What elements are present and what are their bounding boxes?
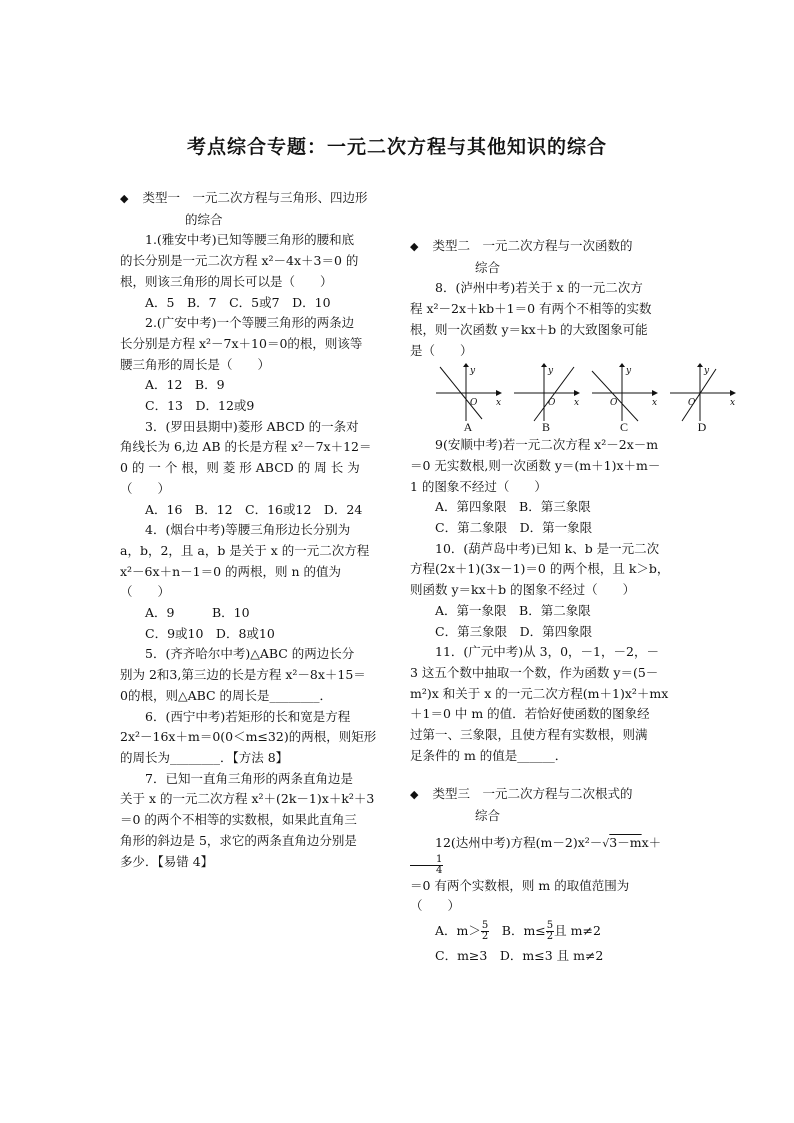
graph-b-icon — [512, 363, 582, 423]
section-heading-type1-cont: 的综合 — [185, 211, 223, 227]
question-line: 角形的斜边是 5，求它的两条直角边分别是 — [120, 832, 357, 848]
sqrt-icon: √ — [602, 836, 610, 850]
question-line: 1 的图象不经过（ ） — [410, 478, 547, 494]
question-line: 程 x²－2x＋kb＋1＝0 有两个不相等的实数 — [410, 301, 652, 317]
question-line: 4．(烟台中考)等腰三角形边长分别为 — [145, 522, 351, 538]
question-line: 根，则一次函数 y＝kx＋b 的大致图象可能 — [410, 321, 648, 337]
question-line: ＝0 有两个实数根，则 m 的取值范围为 — [410, 877, 630, 893]
section-heading-type3: ◆ 类型三 一元二次方程与二次根式的 — [410, 786, 633, 802]
fraction: $\frac{1}{4}$ — [410, 855, 443, 876]
answer-options: A．12 B．9 — [145, 377, 225, 393]
question-line: 5．(齐齐哈尔中考)△ABC 的两边长分 — [145, 646, 355, 662]
question-line: 是（ ） — [410, 342, 473, 358]
answer-options: C．第二象限 D．第一象限 — [435, 520, 593, 536]
question-12-line: 12(达州中考)方程(m－2)x²－√3－mx＋ $\frac{1}{4}$ — [410, 833, 678, 876]
question-line: 过第一、三象限，且使方程有实数根，则满 — [410, 727, 648, 743]
question-line: 3 这五个数中抽取一个数，作为函数 y＝(5－ — [410, 664, 659, 680]
question-line: x²－6x＋n－1＝0 的两根，则 n 的值为 — [120, 563, 341, 579]
answer-options: A．第四象限 B．第三象限 — [435, 499, 591, 515]
answer-options: A．5 B．7 C．5或7 D．10 — [145, 294, 331, 310]
question-line: 腰三角形的周长是（ ） — [120, 356, 271, 372]
graph-option-b: B y x O — [512, 363, 582, 431]
question-line: 0 的 一 个 根，则 菱 形 ABCD 的 周 长 为 — [120, 460, 360, 476]
question-line: 0的根，则△ABC 的周长是________． — [120, 687, 333, 703]
graph-option-c: C y x O — [590, 363, 660, 431]
question-line: 别为 2和3,第三边的长是方程 x²－8x＋15＝ — [120, 667, 366, 683]
question-line: 3．(罗田县期中)菱形 ABCD 的一条对 — [145, 418, 359, 434]
page-title: 考点综合专题：一元二次方程与其他知识的综合 — [186, 136, 607, 158]
answer-options: C．第三象限 D．第四象限 — [435, 623, 593, 639]
question-line: 8．(泸州中考)若关于 x 的一元二次方 — [435, 280, 643, 296]
question-line: （ ） — [120, 584, 171, 600]
right-column — [410, 236, 736, 967]
answer-options: A．m＞ $\frac{5}{2}$ B．m≤ $\frac{5}{2}$ 且 m≠2 — [435, 919, 601, 942]
graph-c-icon — [590, 363, 660, 423]
graph-option-d: D y x O — [668, 363, 738, 431]
question-line: 多少．【易错 4】 — [120, 853, 214, 869]
question-line: ＝0 无实数根,则一次函数 y＝(m＋1)x＋m－ — [410, 457, 661, 473]
question-line: 1.(雅安中考)已知等腰三角形的腰和底 — [145, 232, 355, 248]
answer-options: A．第一象限 B．第二象限 — [435, 602, 591, 618]
question-line: （ ） — [410, 898, 461, 914]
question-line: 的周长为________．【方法 8】 — [120, 749, 289, 765]
question-line: 10．(葫芦岛中考)已知 k、b 是一元二次 — [435, 540, 660, 556]
question-line: a，b，2，且 a，b 是关于 x 的一元二次方程 — [120, 542, 370, 558]
question-line: ＝0 的两个不相等的实数根，如果此直角三 — [120, 812, 357, 828]
question-line: 关于 x 的一元二次方程 x²＋(2k－1)x＋k²＋3 — [120, 791, 375, 807]
question-line: 7．已知一直角三角形的两条直角边是 — [145, 770, 353, 786]
question-line: ＋1＝0 中 m 的值．若恰好使函数的图象经 — [410, 706, 650, 722]
section-heading-type2: ◆ 类型二 一元二次方程与一次函数的 — [410, 238, 633, 253]
question-line: 则函数 y＝kx＋b 的图象不经过（ ） — [410, 582, 636, 598]
question-line: 方程(2x＋1)(3x－1)＝0 的两个根，且 k＞b， — [410, 561, 670, 577]
graph-option-a: A y x O — [434, 363, 504, 431]
diamond-bullet-icon: ◆ — [410, 788, 419, 802]
graph-d-icon — [668, 363, 738, 423]
question-line: 角线长为 6,边 AB 的长是方程 x²－7x＋12＝ — [120, 439, 372, 455]
section-heading-type2-cont: 综合 — [475, 259, 501, 275]
question-line: 足条件的 m 的值是______． — [410, 747, 568, 763]
left-column — [120, 188, 388, 872]
answer-options: C．13 D．12或9 — [145, 398, 255, 414]
question-line: （ ） — [120, 480, 171, 496]
question-line: 根，则该三角形的周长可以是（ ） — [120, 273, 333, 289]
graph-a-icon — [434, 363, 504, 423]
question-line: 9(安顺中考)若一元二次方程 x²－2x－m — [435, 437, 659, 453]
question-line: 11．(广元中考)从 3，0，－1，－2，－ — [435, 644, 659, 660]
question-line: 的长分别是一元二次方程 x²－4x＋3＝0 的 — [120, 253, 359, 269]
section-heading-type3-cont: 综合 — [475, 808, 501, 824]
answer-options: C．m≥3 D．m≤3 且 m≠2 — [435, 947, 604, 963]
question-line: 6．(西宁中考)若矩形的长和宽是方程 — [145, 708, 351, 724]
answer-options: A．16 B．12 C．16或12 D．24 — [145, 501, 363, 517]
answer-options: C．9或10 D．8或10 — [145, 625, 275, 641]
spacer — [410, 766, 678, 784]
question-line: 2.(广安中考)一个等腰三角形的两条边 — [145, 315, 355, 331]
linear-function-graph-options — [410, 363, 736, 434]
question-line: m²)x 和关于 x 的一元二次方程(m＋1)x²＋mx — [410, 685, 669, 701]
diamond-bullet-icon: ◆ — [120, 192, 129, 205]
answer-options: A．9 B．10 — [145, 605, 250, 621]
question-line: 长分别是方程 x²－7x＋10＝0的根，则该等 — [120, 335, 363, 351]
question-line: 2x²－16x＋m＝0(0＜m≤32)的两根，则矩形 — [120, 729, 377, 745]
section-heading-type1: ◆ 类型一 一元二次方程与三角形、四边形 — [120, 190, 368, 205]
fraction: $\frac{5}{2}$ — [481, 919, 489, 942]
diamond-bullet-icon: ◆ — [410, 240, 419, 253]
fraction: $\frac{5}{2}$ — [546, 919, 554, 942]
